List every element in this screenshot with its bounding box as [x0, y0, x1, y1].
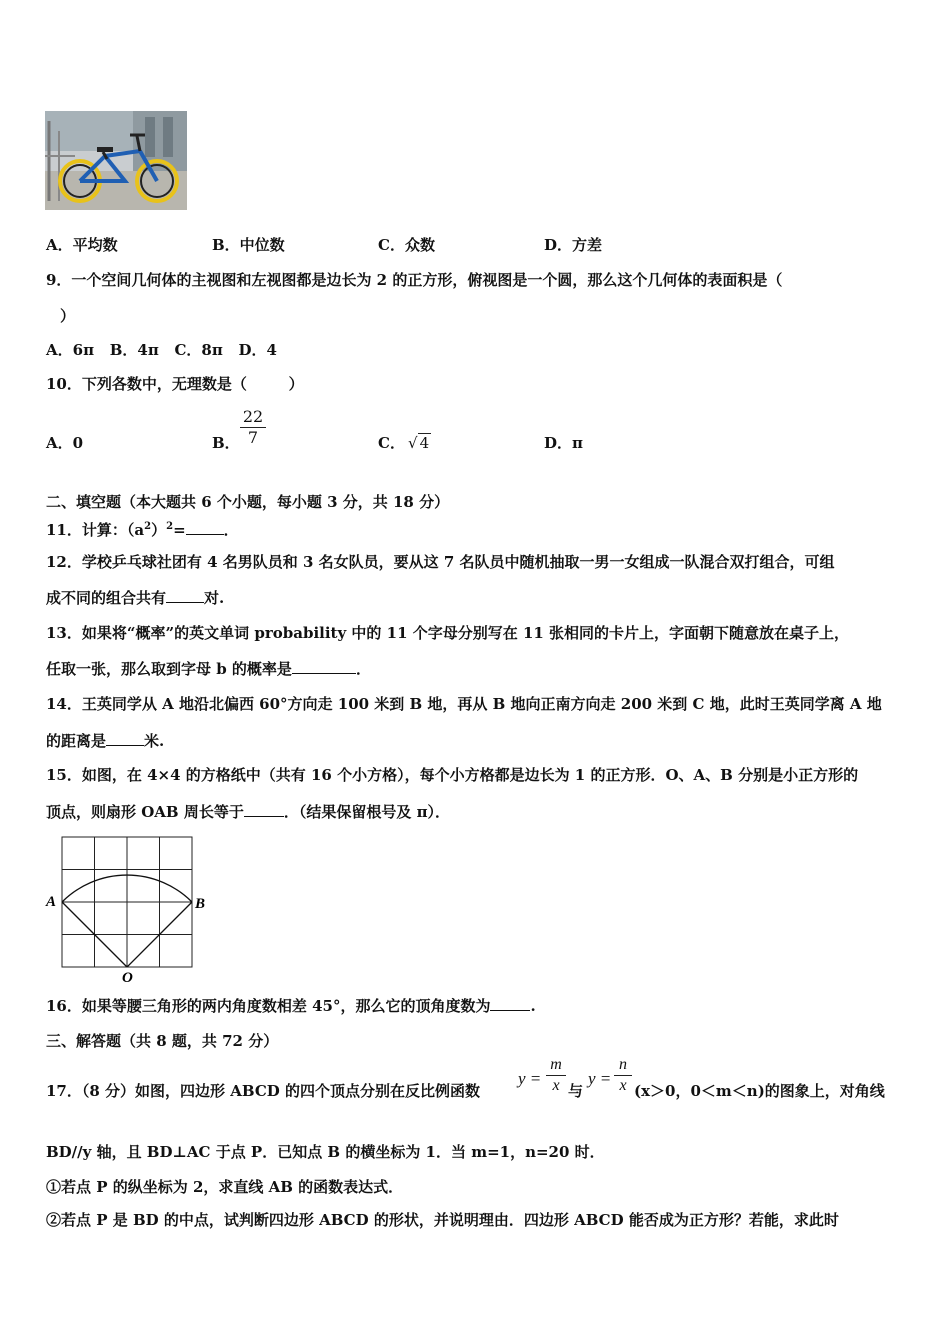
answer-blank: [106, 731, 144, 746]
q12-line1: 12．学校乒乓球社团有 4 名男队员和 3 名女队员，要从这 7 名队员中随机抽取一男一女组成一队混合双打组合，可组: [46, 553, 835, 571]
answer-blank: [186, 520, 224, 535]
q13-line1: 13．如果将“概率”的英文单词 probability 中的 11 个字母分别写在 11 张相同的卡片上，字面朝下随意放在桌子上，: [46, 624, 850, 642]
label-b: B: [195, 896, 206, 912]
q11-post: =: [173, 521, 186, 539]
fraction-bar: [614, 1075, 632, 1076]
fraction-bar: [546, 1075, 566, 1076]
q17-line1-post: (x＞0，0＜m＜n)的图象上，对角线: [634, 1082, 885, 1100]
q13-post: ．: [355, 660, 371, 678]
q15-pre: 顶点，则扇形 OAB 周长等于: [46, 803, 244, 821]
q17-f2-lhs: y =: [588, 1069, 612, 1088]
q13-pre: 任取一张，那么取到字母 b 的概率是: [46, 660, 292, 678]
q14-pre: 的距离是: [46, 732, 107, 750]
q17-line2: BD//y 轴，且 BD⊥AC 于点 P．已知点 B 的横坐标为 1．当 m=1，n=20 时．: [46, 1143, 605, 1161]
q14-post: 米.: [144, 732, 165, 750]
q16: [46, 995, 536, 1017]
sqrt-sign-icon: √: [408, 434, 418, 452]
q11-mid: ）: [151, 521, 167, 539]
section-3-heading: 三、解答题（共 8 题，共 72 分）: [46, 1032, 279, 1050]
q11-exp2: 2: [166, 521, 174, 532]
q12-pre: 成不同的组合共有: [46, 589, 167, 607]
q8-option-a: A．平均数: [46, 236, 118, 254]
q17-fraction-m: [546, 1056, 566, 1095]
fraction-numerator: m: [550, 1056, 562, 1073]
q15-line1: 15．如图，在 4×4 的方格纸中（共有 16 个小方格），每个小方格都是边长为 1 的正方形．O、A、B 分别是小正方形的: [46, 766, 859, 784]
grid-lines: [62, 837, 192, 967]
sqrt-radicand: 4: [419, 434, 430, 452]
q8-option-d: D．方差: [544, 236, 603, 254]
q13-line2: [46, 658, 371, 680]
fraction-denominator: x: [552, 1077, 560, 1094]
answer-blank: [292, 659, 356, 674]
q17-line1-pre: 17．（8 分）如图，四边形 ABCD 的四个顶点分别在反比例函数: [46, 1082, 481, 1100]
q14-line2: [46, 730, 164, 752]
q17-f1-y: y: [518, 1069, 526, 1088]
fraction-numerator: n: [619, 1056, 627, 1073]
q11: [46, 516, 239, 541]
q9-stem-close: ）: [60, 307, 76, 325]
section-2-heading: 二、填空题（本大题共 6 个小题，每小题 3 分，共 18 分）: [46, 493, 450, 511]
q16-post: .: [530, 997, 536, 1015]
q17-f1-lhs: y =: [518, 1069, 542, 1088]
q9-options: A．6π B．4π C．8π D．4: [46, 341, 277, 359]
q15-line2: [46, 801, 450, 823]
answer-blank: [166, 588, 204, 603]
bicycle-photo: [45, 111, 187, 210]
q11-exp1: 2: [144, 521, 152, 532]
q11-end: ．: [223, 521, 239, 539]
q11-pre: 11．计算：（a: [46, 521, 145, 539]
q12-line2: [46, 587, 224, 609]
q10-sqrt: [408, 432, 431, 454]
q10-option-c-label: C．: [378, 434, 405, 452]
q10-fraction: [240, 408, 266, 447]
q9-stem: 9．一个空间几何体的主视图和左视图都是边长为 2 的正方形，俯视图是一个圆，那么这个几何体的表面积是（: [46, 271, 783, 289]
q16-pre: 16．如果等腰三角形的两内角度数相差 45°，那么它的顶角度数为: [46, 997, 491, 1015]
label-o: O: [122, 970, 133, 984]
label-a: A: [46, 894, 57, 910]
q10-option-b-label: B．: [212, 434, 240, 452]
q10-option-a: A．0: [46, 434, 84, 452]
q17-part1: ①若点 P 的纵坐标为 2，求直线 AB 的函数表达式．: [46, 1178, 404, 1196]
fraction-denominator: x: [619, 1077, 627, 1094]
q8-option-b: B．中位数: [212, 236, 285, 254]
q10-stem: 10．下列各数中，无理数是（ ）: [46, 375, 304, 393]
q15-post: ．（结果保留根号及 π）．: [283, 803, 451, 821]
q8-option-c: C．众数: [378, 236, 435, 254]
answer-blank: [490, 996, 530, 1011]
answer-blank: [244, 802, 284, 817]
q10-option-d: D．π: [544, 434, 583, 452]
q17-f2-y: y: [588, 1069, 596, 1088]
q17-part2: ②若点 P 是 BD 的中点，试判断四边形 ABCD 的形状，并说明理由．四边形 ABCD 能否成为正方形？若能，求此时: [46, 1211, 839, 1229]
q17-fraction-n: [614, 1056, 632, 1095]
fraction-denominator: 7: [247, 428, 259, 447]
fraction-numerator: 22: [242, 407, 264, 426]
q14-line1: 14．王英同学从 A 地沿北偏西 60°方向走 100 米到 B 地，再从 B 地向正南方向走 200 米到 C 地，此时王英同学离 A 地: [46, 695, 882, 713]
q15-grid-figure: [42, 834, 212, 984]
q12-post: 对.: [204, 589, 225, 607]
q17-and: 与: [568, 1082, 584, 1100]
